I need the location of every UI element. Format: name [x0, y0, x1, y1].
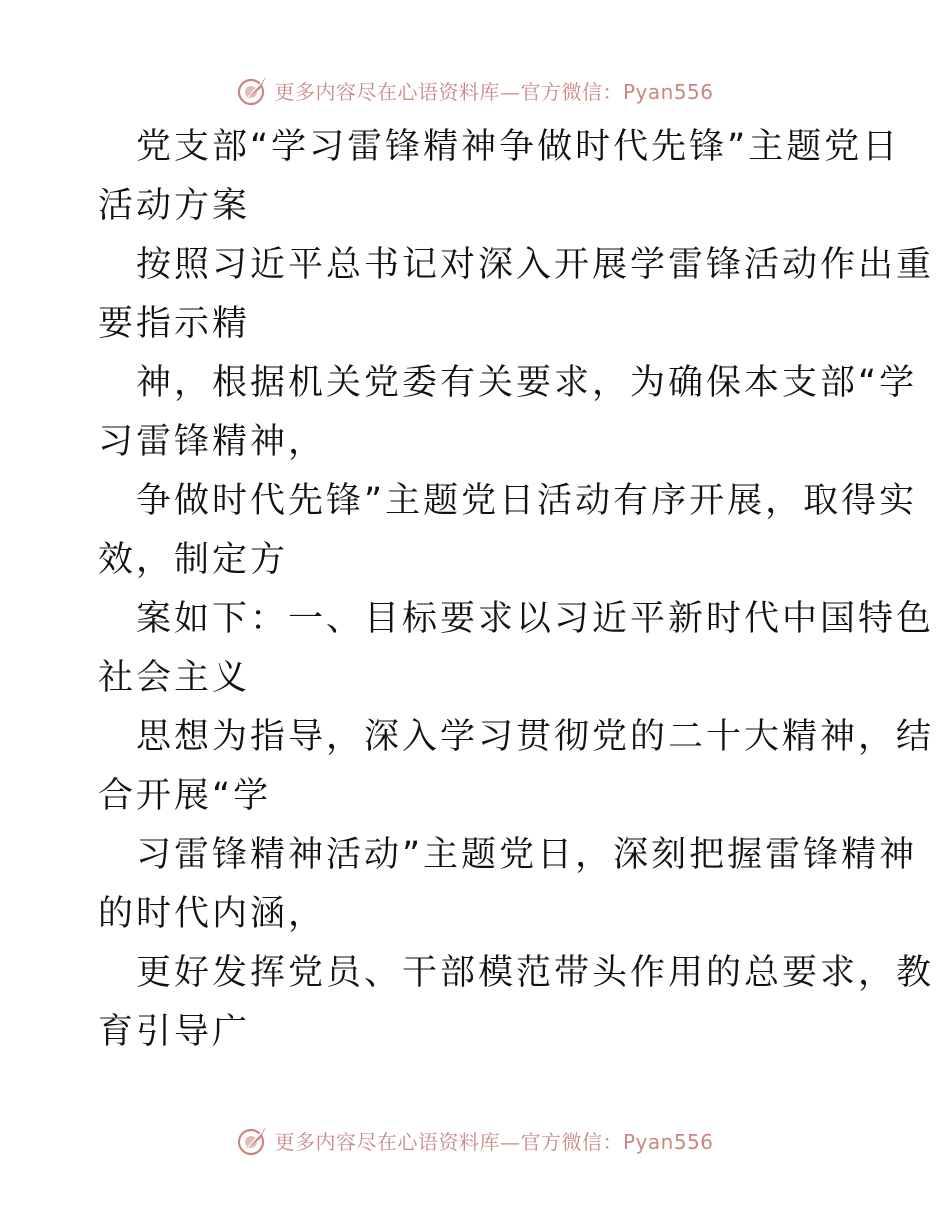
text-line: 神，根据机关党委有关要求，为确保本支部“学 — [136, 363, 918, 403]
text-line: 争做时代先锋”主题党日活动有序开展，取得实 — [136, 481, 918, 521]
text-line: 合开展“学 — [98, 776, 272, 816]
text-line: 思想为指导，深入学习贯彻党的二十大精神，结 — [136, 717, 935, 757]
text-line: 活动方案 — [98, 186, 251, 226]
text-line: 习雷锋精神活动”主题党日，深刻把握雷锋精神 — [136, 835, 918, 875]
text-line: 的时代内涵， — [98, 894, 327, 934]
text-line: 习雷锋精神， — [98, 422, 327, 462]
text-line: 育引导广 — [98, 1012, 251, 1052]
header-watermark — [0, 70, 950, 110]
quill-logo-icon — [236, 73, 270, 107]
text-line: 更好发挥党员、干部模范带头作用的总要求，教 — [136, 953, 935, 993]
watermark-text: 更多内容尽在心语资料库—官方微信：Pyan556 — [274, 79, 714, 104]
text-line: 案如下：一、目标要求以习近平新时代中国特色 — [136, 599, 935, 639]
watermark-text: 更多内容尽在心语资料库—官方微信：Pyan556 — [274, 1129, 714, 1154]
quill-logo-icon — [236, 1123, 270, 1157]
document-body — [98, 118, 935, 1062]
text-line: 按照习近平总书记对深入开展学雷锋活动作出重 — [136, 245, 935, 285]
text-line: 效，制定方 — [98, 540, 289, 580]
text-line: 社会主义 — [98, 658, 251, 698]
footer-watermark — [0, 1120, 950, 1160]
text-line: 党支部“学习雷锋精神争做时代先锋”主题党日 — [136, 127, 901, 167]
text-line: 要指示精 — [98, 304, 251, 344]
